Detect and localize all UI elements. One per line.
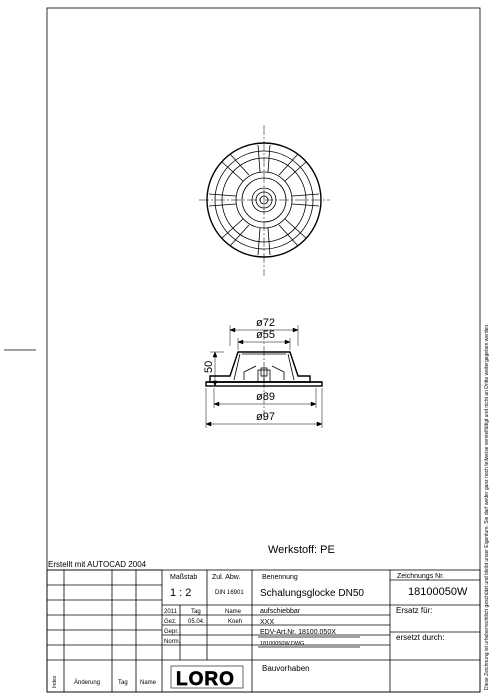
dim-d55: ø55 bbox=[256, 329, 275, 341]
drawing-no-label: Zeichnungs Nr. bbox=[397, 573, 445, 580]
dim-d89: ø89 bbox=[256, 391, 275, 403]
copyright-note: Diese Zeichnung ist urheberrechtlich geschützt und bleibt unser Eigentum. Sie darf weder ganz noch teilweise vervielfältigt und nicht an Dritte weitergegeben werden. bbox=[484, 323, 490, 690]
loro-logo bbox=[171, 666, 243, 690]
rev-day-label: Tag bbox=[118, 680, 128, 686]
created-with-note: Erstellt mit AUTOCAD 2004 bbox=[48, 560, 147, 569]
designation-label: Benennung bbox=[262, 574, 298, 581]
name-label: Name bbox=[225, 609, 242, 615]
designation-value: Schalungsglocke DN50 bbox=[260, 588, 364, 599]
replaced-by-label: ersetzt durch: bbox=[396, 633, 445, 642]
checked-label: Gepr. bbox=[164, 629, 179, 635]
tolerance-value: DIN 16901 bbox=[215, 590, 244, 596]
info-line-1: aufschiebbar bbox=[260, 608, 301, 615]
dim-d97: ø97 bbox=[256, 411, 275, 423]
drawn-label: Gez. bbox=[164, 619, 177, 625]
info-line-4: 18100050W.DWG bbox=[260, 641, 305, 647]
rev-change-label: Änderung bbox=[74, 680, 101, 686]
scale-value: 1 : 2 bbox=[170, 587, 192, 599]
day-label: Tag bbox=[191, 609, 201, 615]
scale-label: Maßstab bbox=[170, 574, 198, 581]
rev-index-label: Index bbox=[52, 675, 58, 688]
tolerance-label: Zul. Abw. bbox=[212, 574, 241, 581]
material-note: Werkstoff: PE bbox=[268, 544, 335, 556]
drawn-name: Koeh bbox=[228, 619, 243, 625]
info-line-2: XXX bbox=[260, 619, 275, 626]
side-view bbox=[206, 330, 322, 420]
drawing-no-value: 18100050W bbox=[408, 586, 468, 598]
project-label: Bauvorhaben bbox=[262, 664, 310, 673]
drawn-date: 05.04. bbox=[188, 619, 205, 625]
dim-height-50: 50 bbox=[203, 360, 215, 373]
info-line-3: EDV-Art.Nr. 18100.050X bbox=[260, 629, 336, 636]
year: 2011 bbox=[164, 609, 177, 615]
norm-label: Norm. bbox=[164, 639, 181, 645]
replaces-label: Ersatz für: bbox=[396, 606, 433, 615]
top-view bbox=[199, 125, 330, 276]
dim-d72: ø72 bbox=[256, 317, 275, 329]
rev-name-label: Name bbox=[140, 680, 157, 686]
logo-text: LORO bbox=[176, 669, 235, 690]
